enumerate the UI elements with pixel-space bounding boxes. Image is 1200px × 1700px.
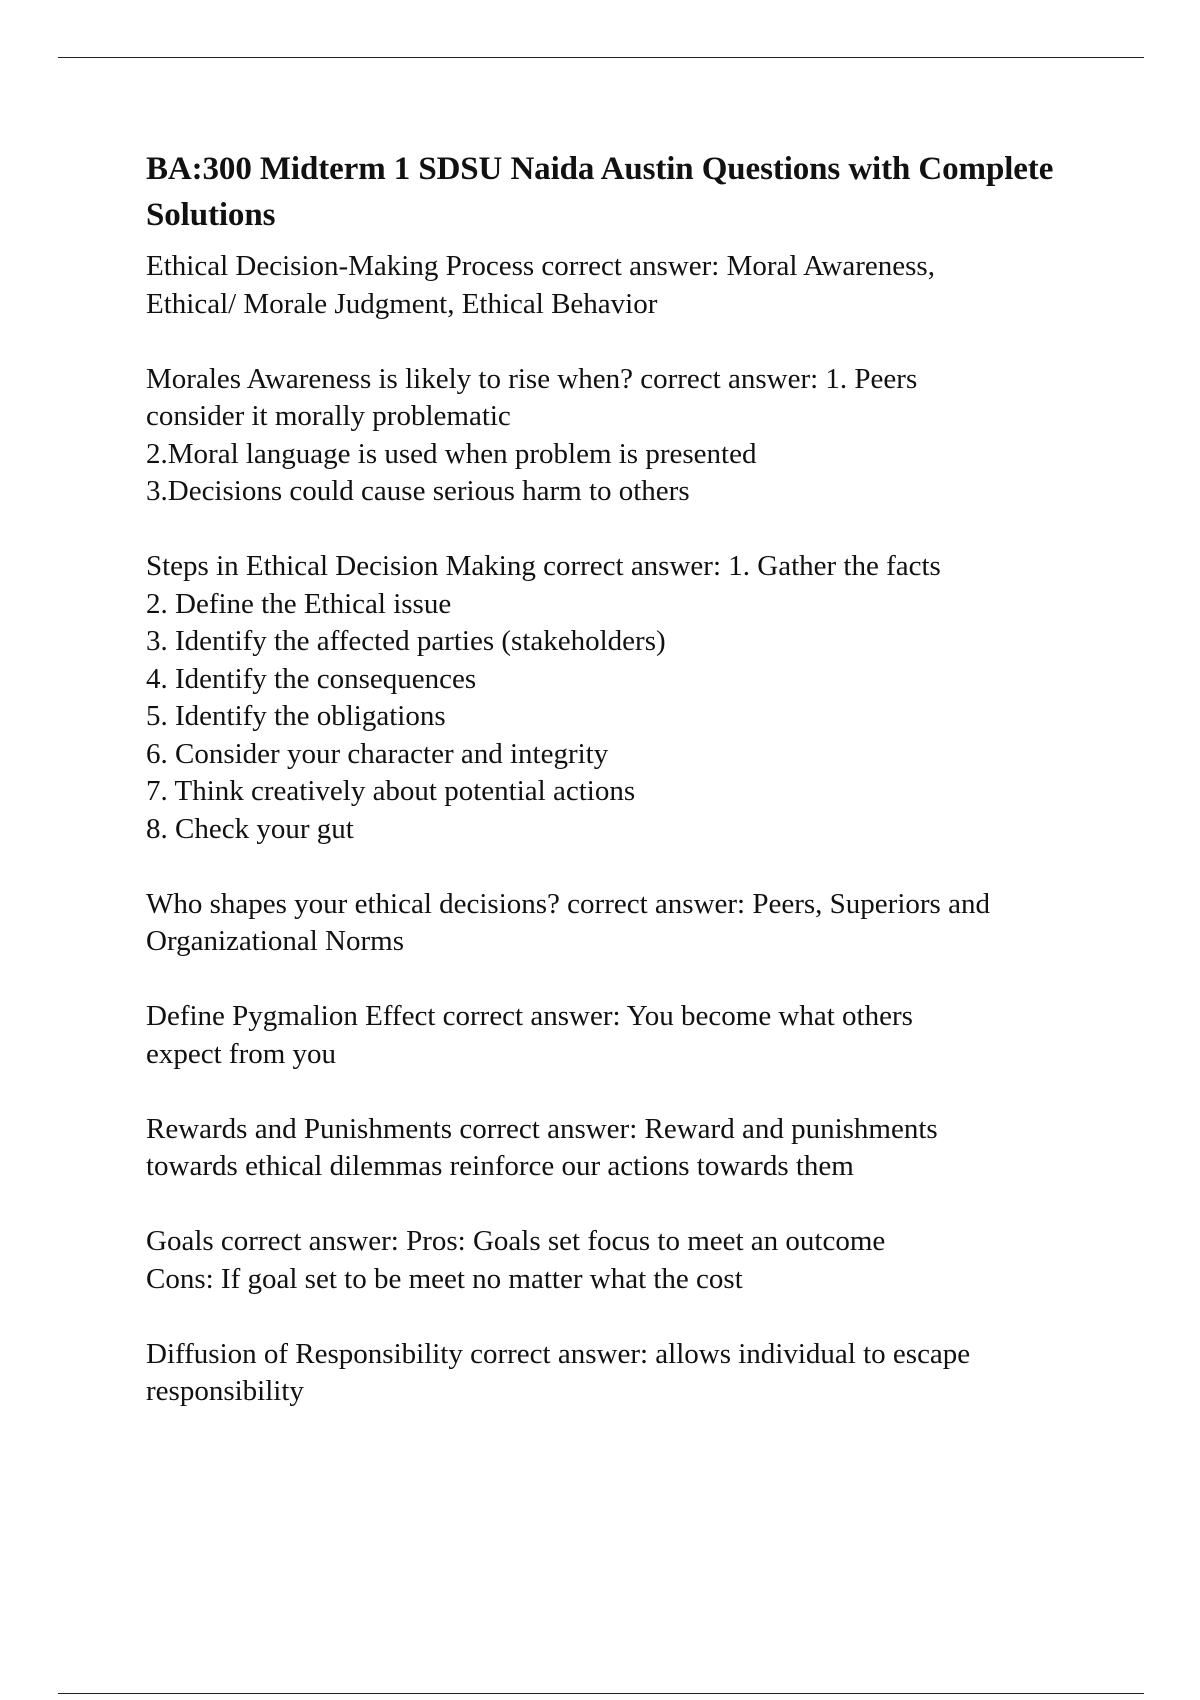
qa-entry-diffusion-of-responsibility: Diffusion of Responsibility correct answer: allows individual to escape responsibility [146, 1337, 971, 1407]
bottom-divider [58, 1693, 1144, 1694]
qa-entry-pygmalion-effect: Define Pygmalion Effect correct answer: You become what others expect from you [146, 1000, 913, 1070]
document-title: BA:300 Midterm 1 SDSU Naida Austin Questions with Complete Solutions [146, 151, 1054, 233]
qa-entry-steps-in-ethical-decision-making: Steps in Ethical Decision Making correct answer: 1. Gather the facts 2. Define the Ethical issue 3. Identify the affected parties (stakeholders) 4. Identify the consequences 5. Identify the obligations 6. Consider your character and integrity 7. Think creatively about potential actions 8. Check your gut [146, 550, 941, 845]
qa-entry-goals: Goals correct answer: Pros: Goals set focus to meet an outcome Cons: If goal set to be meet no matter what the cost [146, 1225, 886, 1295]
qa-entry-rewards-and-punishments: Rewards and Punishments correct answer: Reward and punishments towards ethical dilemmas reinforce our actions towards them [146, 1112, 938, 1182]
top-divider [58, 57, 1144, 58]
qa-entry-ethical-decision-making-process: Ethical Decision-Making Process correct answer: Moral Awareness, Ethical/ Morale Judgment, Ethical Behavior [146, 250, 935, 320]
document-body [146, 146, 1106, 1448]
qa-entry-who-shapes-decisions: Who shapes your ethical decisions? correct answer: Peers, Superiors and Organizational Norms [146, 887, 990, 957]
qa-entry-morales-awareness: Morales Awareness is likely to rise when? correct answer: 1. Peers consider it morally problematic 2.Moral language is used when problem is presented 3.Decisions could cause serious harm to others [146, 362, 918, 507]
